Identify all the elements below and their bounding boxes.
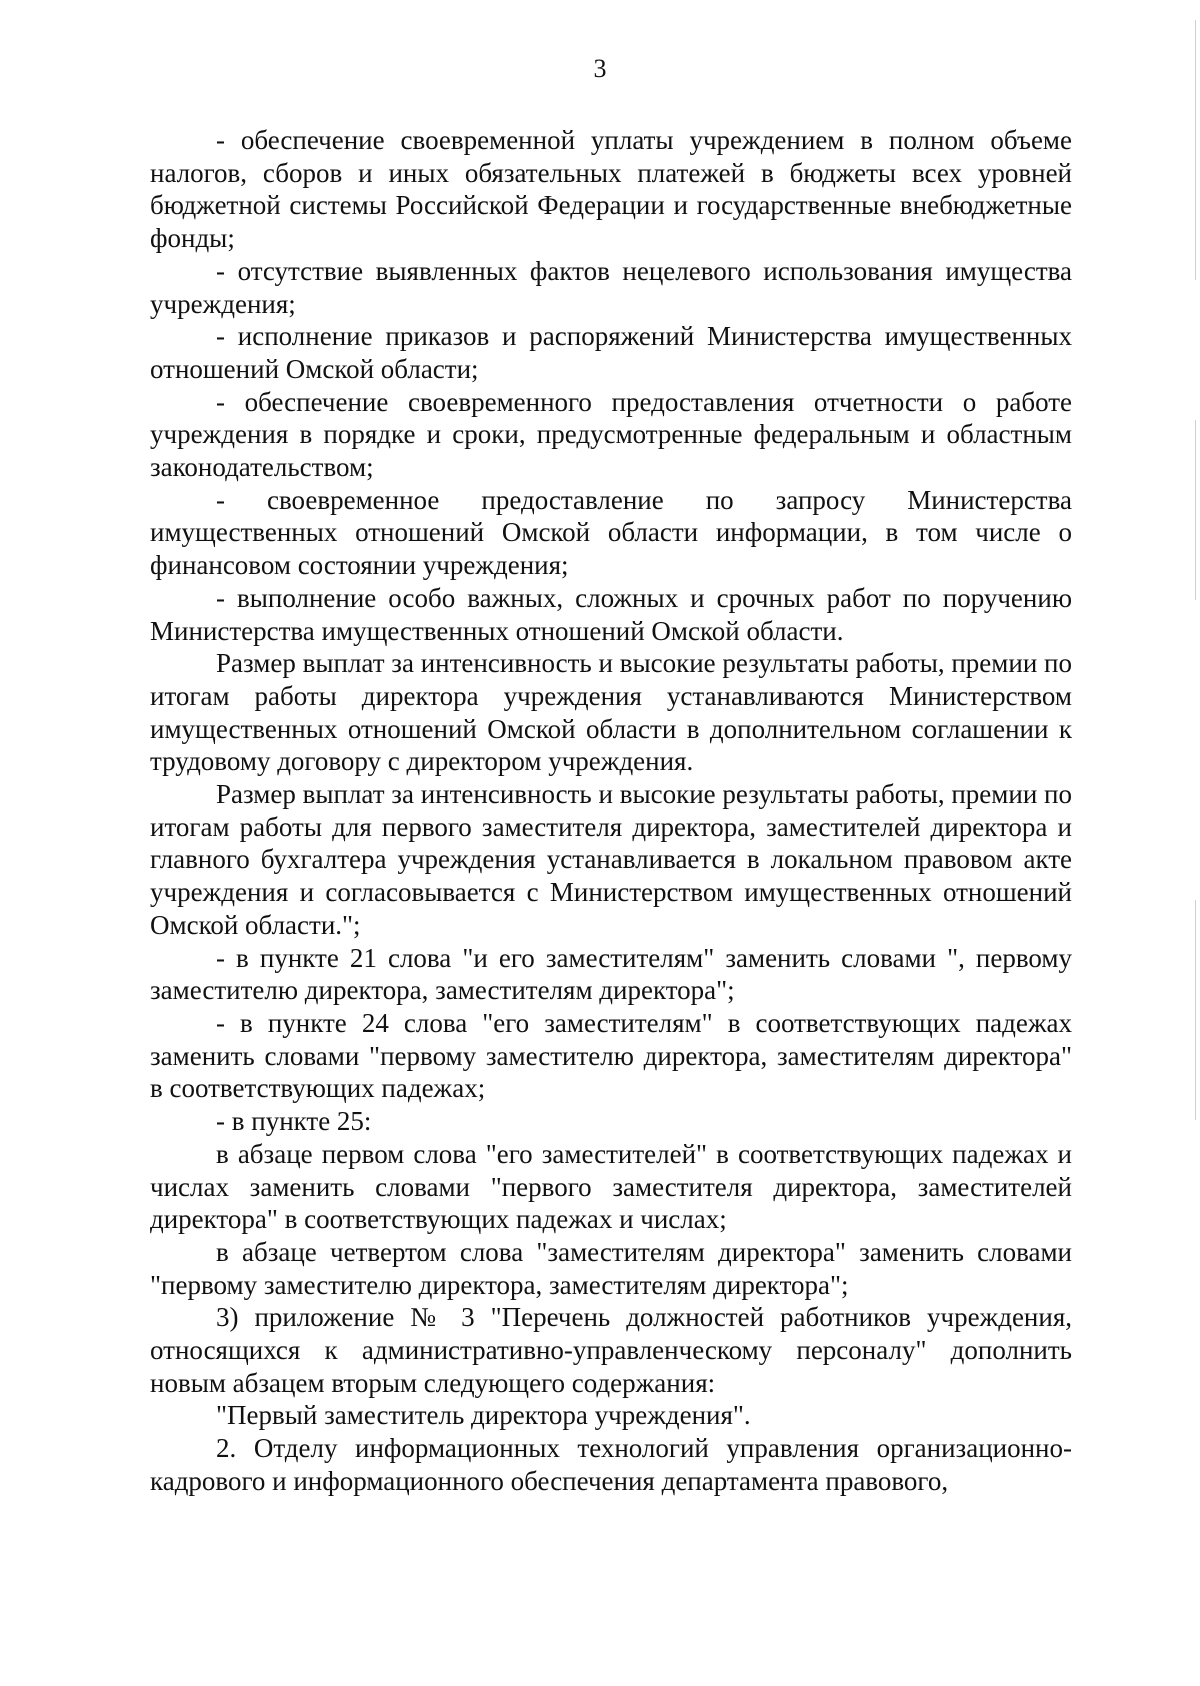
paragraph-1: - обеспечение своевременной уплаты учреждением в полном объеме налогов, сборов и иных обязательных платежей в бюджеты всех уровней бюджетной системы Российской Федерации и государственные внебюджетные фонды; (150, 125, 1072, 254)
paragraph-6: - выполнение особо важных, сложных и срочных работ по поручению Министерства имущественных отношений Омской области. (150, 582, 1072, 646)
paragraph-11: - в пункте 25: (216, 1106, 372, 1137)
paragraph-14: 3) приложение № 3 "Перечень должностей работников учреждения, относящихся к административно-управленческому персоналу" дополнить новым абзацем вторым следующего содержания: (150, 1302, 1072, 1398)
paragraph-8: Размер выплат за интенсивность и высокие результаты работы, премии по итогам работы для первого заместителя директора, заместителей директора и главного бухгалтера учреждения устанавливается в локальном правовом акте учреждения и согласовывается с Министерством имущественных отношений Омской области."; (150, 779, 1072, 940)
paragraph-3: - исполнение приказов и распоряжений Министерства имущественных отношений Омской области; (150, 321, 1072, 384)
paragraph-7: Размер выплат за интенсивность и высокие результаты работы, премии по итогам работы директора учреждения устанавливаются Министерством имущественных отношений Омской области в дополнительном соглашении к трудовому договору с директором учреждения. (150, 648, 1072, 777)
scan-edge-mark (1195, 900, 1196, 1120)
paragraph-13: в абзаце четвертом слова "заместителям директора" заменить словами "первому заместителю директора, заместителям директора"; (150, 1236, 1072, 1300)
paragraph-16: 2. Отделу информационных технологий управления организационно-кадрового и информационного обеспечения департамента правового, (150, 1433, 1072, 1496)
paragraph-15: "Первый заместитель директора учреждения". (216, 1400, 751, 1431)
paragraph-5: - своевременное предоставление по запросу Министерства имущественных отношений Омской области информации, в том числе о финансовом состоянии учреждения; (150, 484, 1072, 581)
paragraph-10: - в пункте 24 слова "его заместителям" в соответствующих падежах заменить словами "первому заместителю директора, заместителям директора" в соответствующих падежах; (150, 1007, 1072, 1104)
page-number: 3 (593, 54, 607, 83)
scan-edge-mark (1195, 20, 1196, 280)
document-body (150, 124, 1072, 1498)
paragraph-9: - в пункте 21 слова "и его заместителям" заменить словами ", первому заместителю директора, заместителям директора"; (150, 942, 1072, 1006)
paragraph-4: - обеспечение своевременного предоставления отчетности о работе учреждения в порядке и сроки, предусмотренные федеральным и областным законодательством; (150, 386, 1072, 483)
paragraph-2: - отсутствие выявленных фактов нецелевого использования имущества учреждения; (150, 255, 1072, 319)
scan-edge-mark (1195, 420, 1196, 600)
paragraph-12: в абзаце первом слова "его заместителей" в соответствующих падежах и числах заменить словами "первого заместителя директора, заместителей директора" в соответствующих падежах и числах; (150, 1138, 1072, 1235)
